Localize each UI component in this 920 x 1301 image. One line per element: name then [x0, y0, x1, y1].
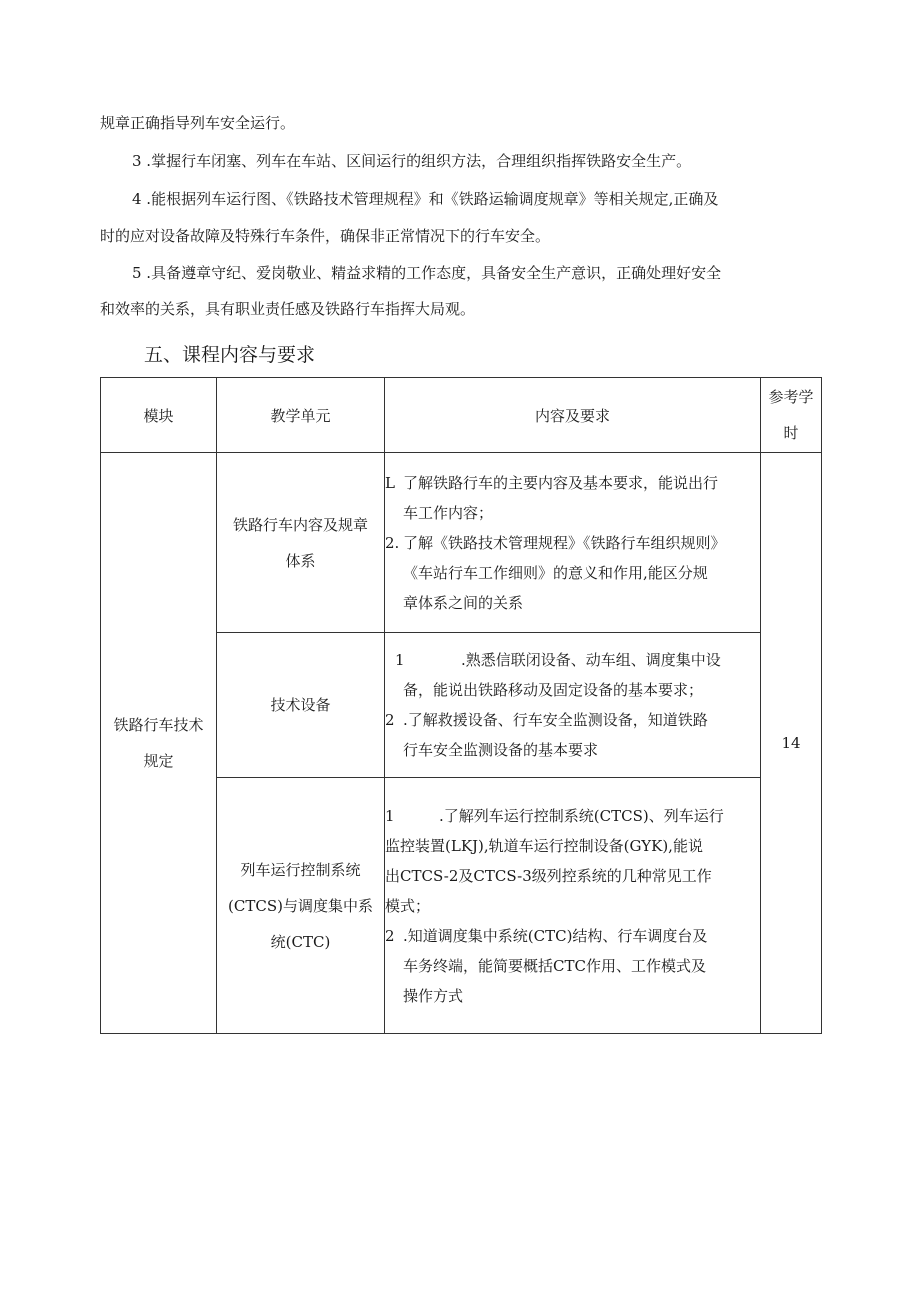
paragraph-line: 规章正确指导列车安全运行。 [100, 114, 296, 132]
item-text: .了解救援设备、行车安全监测设备，知道铁路 [403, 711, 708, 729]
item-text: 《车站行车工作细则》的意义和作用,能区分规 [403, 563, 708, 582]
header-module: 模块 [101, 378, 217, 453]
item-text: 章体系之间的关系 [403, 593, 524, 612]
unit-name-line: 统(CTC) [270, 932, 331, 951]
item-number: 1 [385, 806, 395, 825]
paragraph-line: 5 .具备遵章守纪、爱岗敬业、精益求精的工作态度，具备安全生产意识，正确处理好安全 [132, 264, 722, 282]
item-text: 车务终端，能简要概括CTC作用、工作模式及 [403, 956, 706, 975]
content-cell [385, 453, 761, 633]
item-text: 出CTCS-2及CTCS-3级列控系统的几种常见工作 [385, 866, 712, 885]
paragraph-line: 4 .能根据列车运行图、《铁路技术管理规程》和《铁路运输调度规章》等相关规定,正确及 [132, 190, 719, 208]
item-text: .熟悉信联闭设备、动车组、调度集中设 [461, 651, 721, 669]
table-header-row [101, 378, 822, 453]
item-text: .了解列车运行控制系统(CTCS)、列车运行 [439, 806, 724, 825]
item-text: 模式； [385, 896, 431, 915]
item-text: 车工作内容； [403, 503, 494, 522]
header-content: 内容及要求 [385, 378, 761, 453]
course-content-table [100, 377, 822, 1034]
item-text: 监控装置(LKJ),轨道车运行控制设备(GYK),能说 [385, 836, 703, 855]
hours-cell: 14 [761, 453, 822, 1034]
content-item [385, 705, 760, 765]
item-text: 备，能说出铁路移动及固定设备的基本要求； [403, 681, 704, 699]
paragraph-line: 和效率的关系，具有职业责任感及铁路行车指挥大局观。 [100, 300, 476, 318]
content-cell [385, 633, 761, 778]
item-number: 1 [395, 651, 405, 669]
unit-name-line: 列车运行控制系统 [240, 860, 361, 879]
content-cell [385, 778, 761, 1034]
item-number: L [385, 473, 395, 492]
paragraph-line: 3 .掌握行车闭塞、列车在车站、区间运行的组织方法，合理组织指挥铁路安全生产。 [132, 152, 692, 170]
module-cell [101, 453, 217, 1034]
item-text: 行车安全监测设备的基本要求 [403, 741, 599, 759]
item-number: 2 [385, 711, 395, 729]
unit-name-line: 体系 [285, 551, 316, 570]
item-text: 操作方式 [403, 986, 464, 1005]
table-row [101, 453, 822, 633]
item-text: .知道调度集中系统(CTC)结构、行车调度台及 [403, 926, 708, 945]
content-item [385, 645, 760, 705]
content-item [385, 921, 760, 1011]
item-number: 2 [385, 926, 395, 945]
content-item [385, 468, 760, 528]
header-hours-line: 时 [783, 424, 799, 442]
section-heading: 五、课程内容与要求 [144, 344, 316, 366]
item-text: 了解铁路行车的主要内容及基本要求，能说出行 [403, 473, 719, 492]
module-line: 铁路行车技术 [113, 716, 204, 734]
unit-name-line: 技术设备 [270, 696, 331, 714]
header-unit: 教学单元 [217, 378, 385, 453]
unit-cell [217, 778, 385, 1034]
unit-cell [217, 633, 385, 778]
unit-name-line: (CTCS)与调度集中系 [228, 896, 373, 915]
content-item [385, 528, 760, 618]
unit-cell [217, 453, 385, 633]
header-hours [761, 378, 822, 453]
item-text: 了解《铁路技术管理规程》《铁路行车组织规则》 [403, 533, 726, 552]
item-number: 2. [385, 533, 400, 552]
unit-name-line: 铁路行车内容及规章 [232, 515, 368, 534]
module-line: 规定 [143, 752, 174, 770]
header-hours-line: 参考学 [768, 388, 814, 406]
content-item [385, 801, 760, 921]
paragraph-line: 时的应对设备故障及特殊行车条件，确保非正常情况下的行车安全。 [100, 227, 551, 245]
